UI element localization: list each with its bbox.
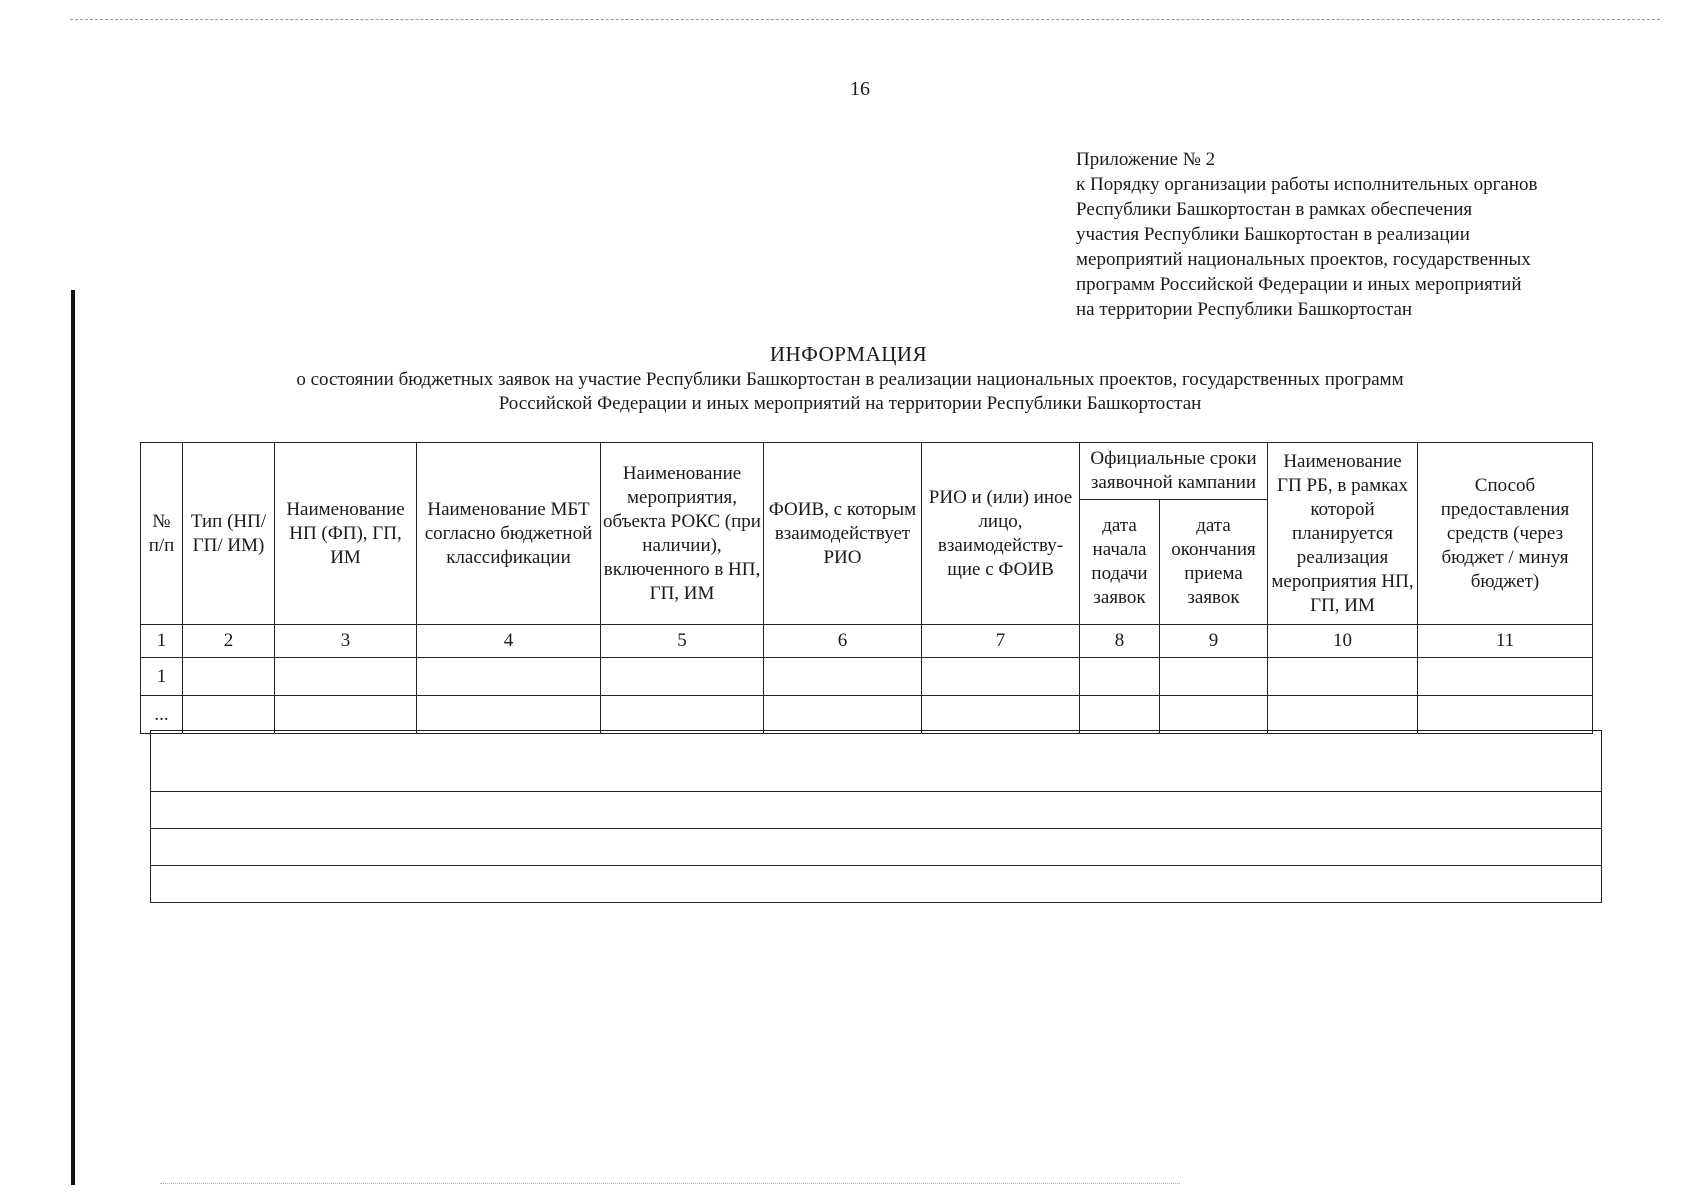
appendix-line: Республики Башкортостан в рамках обеспечения	[1076, 199, 1473, 220]
blank-row	[151, 829, 1602, 866]
column-number: 3	[275, 625, 417, 658]
column-number: 8	[1080, 625, 1160, 658]
column-number: 9	[1160, 625, 1268, 658]
scan-border-bottom	[160, 1183, 1180, 1184]
table-cell	[1268, 658, 1418, 696]
header-event-name: Наименование мероприятия, объекта РОКС (при наличии), включенного в НП, ГП, ИМ	[601, 443, 764, 625]
table-cell	[601, 696, 764, 734]
document-subtitle	[200, 368, 1500, 416]
header-project-name: Наименование НП (ФП), ГП, ИМ	[275, 443, 417, 625]
table-cell	[1080, 696, 1160, 734]
column-number: 11	[1418, 625, 1593, 658]
blank-row	[151, 792, 1602, 829]
table-row	[141, 696, 1593, 734]
table-cell	[275, 658, 417, 696]
column-number: 5	[601, 625, 764, 658]
appendix-line: мероприятий национальных проектов, государственных	[1076, 249, 1531, 270]
table-cell	[764, 696, 922, 734]
appendix-line: программ Российской Федерации и иных мероприятий	[1076, 274, 1522, 295]
blank-cell	[151, 866, 1602, 903]
column-number: 4	[417, 625, 601, 658]
subtitle-line: о состоянии бюджетных заявок на участие Республики Башкортостан в реализации национальных проектов, государственных программ	[296, 369, 1404, 390]
table-cell	[183, 696, 275, 734]
blank-cell	[151, 829, 1602, 866]
binding-edge	[71, 290, 75, 1185]
header-type: Тип (НП/ГП/ ИМ)	[183, 443, 275, 625]
table-cell	[417, 658, 601, 696]
table-cell	[922, 696, 1080, 734]
header-number: № п/п	[141, 443, 183, 625]
appendix-line: к Порядку организации работы исполнительных органов	[1076, 174, 1538, 195]
appendix-line: Приложение № 2	[1076, 149, 1216, 170]
header-rio: РИО и (или) иное лицо, взаимодейству-щие с ФОИВ	[922, 443, 1080, 625]
column-number: 1	[141, 625, 183, 658]
table-cell	[1160, 658, 1268, 696]
appendix-line: участия Республики Башкортостан в реализации	[1076, 224, 1470, 245]
table-cell: ...	[141, 696, 183, 734]
column-number: 10	[1268, 625, 1418, 658]
header-foiv: ФОИВ, с которым взаимодействует РИО	[764, 443, 922, 625]
header-mbt-name: Наименование МБТ согласно бюджетной классификации	[417, 443, 601, 625]
column-number: 7	[922, 625, 1080, 658]
table-cell	[417, 696, 601, 734]
table-cell	[1160, 696, 1268, 734]
table-cell	[764, 658, 922, 696]
appendix-line: на территории Республики Башкортостан	[1076, 299, 1413, 320]
header-official-terms: Официальные сроки заявочной кампании	[1080, 443, 1268, 500]
blank-row	[151, 731, 1602, 792]
page-number: 16	[850, 78, 870, 100]
table-row	[141, 658, 1593, 696]
header-end-date: дата окончания приема заявок	[1160, 500, 1268, 625]
blank-cell	[151, 792, 1602, 829]
blank-rows-table	[150, 730, 1602, 903]
header-funding-method: Способ предоставления средств (через бюджет / минуя бюджет)	[1418, 443, 1593, 625]
table-cell	[1418, 658, 1593, 696]
subtitle-line: Российской Федерации и иных мероприятий на территории Республики Башкортостан	[498, 393, 1202, 414]
header-gp-rb-name: Наименование ГП РБ, в рамках которой планируется реализация мероприятия НП, ГП, ИМ	[1268, 443, 1418, 625]
table-cell	[1418, 696, 1593, 734]
budget-requests-table	[140, 442, 1593, 734]
column-numbers-row	[141, 625, 1593, 658]
blank-cell	[151, 731, 1602, 792]
appendix-block	[1076, 147, 1606, 322]
document-title: ИНФОРМАЦИЯ	[769, 342, 928, 366]
table-cell	[1080, 658, 1160, 696]
table-cell	[601, 658, 764, 696]
table-cell	[275, 696, 417, 734]
table-cell	[922, 658, 1080, 696]
header-start-date: дата начала подачи заявок	[1080, 500, 1160, 625]
column-number: 6	[764, 625, 922, 658]
table-cell	[183, 658, 275, 696]
table-cell: 1	[141, 658, 183, 696]
scan-border-top	[70, 19, 1660, 20]
column-number: 2	[183, 625, 275, 658]
blank-row	[151, 866, 1602, 903]
table-cell	[1268, 696, 1418, 734]
